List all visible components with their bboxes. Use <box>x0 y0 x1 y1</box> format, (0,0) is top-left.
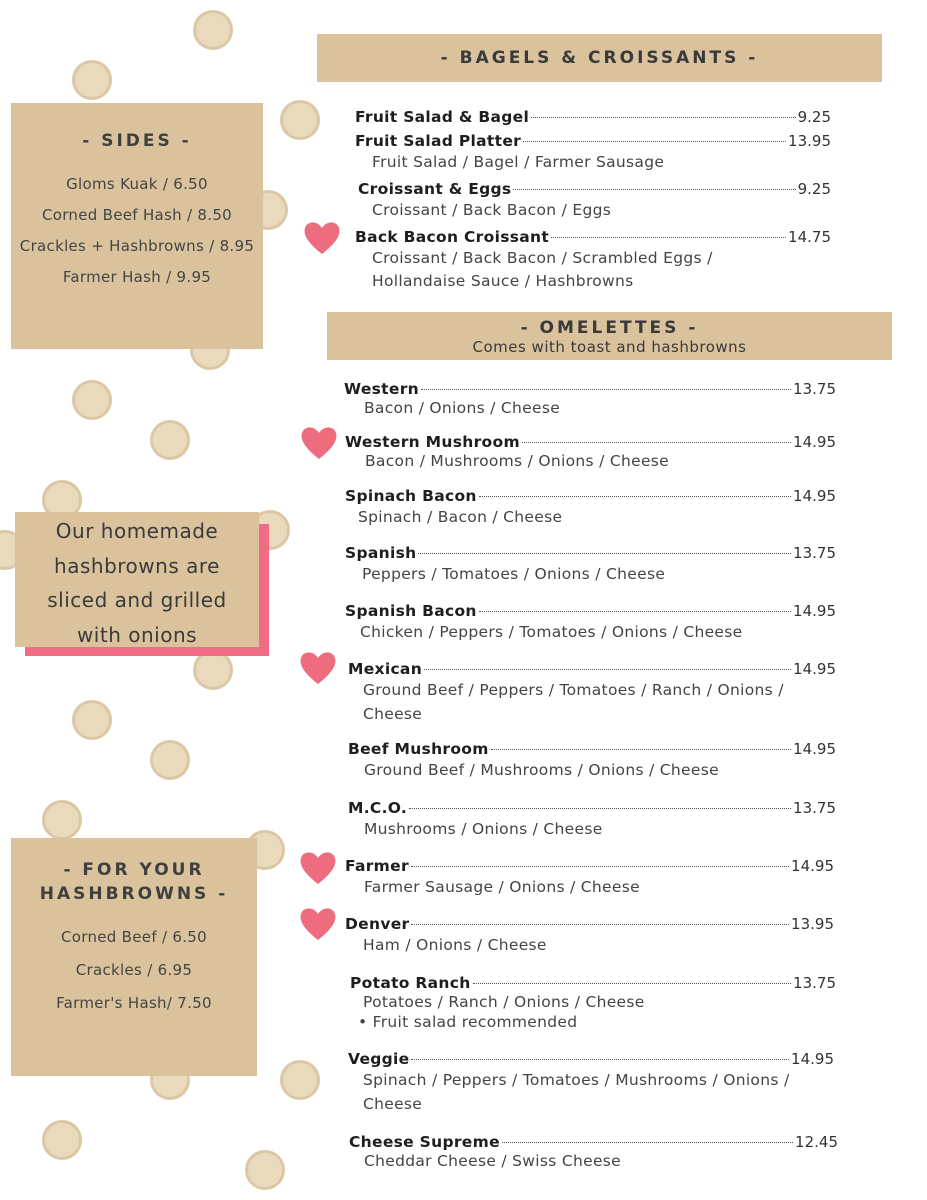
hashbrown-note <box>15 512 259 647</box>
menu-item <box>350 974 836 1032</box>
item-desc: Chicken / Peppers / Tomatoes / Onions / Cheese <box>360 623 743 641</box>
item-price: 9.25 <box>797 108 831 126</box>
leader-dots <box>491 749 791 750</box>
item-price: 9.25 <box>797 180 831 198</box>
item-name: Spanish Bacon <box>345 602 477 620</box>
item-price: 13.95 <box>788 132 831 150</box>
item-desc: Croissant / Back Bacon / Eggs <box>372 201 612 219</box>
item-desc: Bacon / Onions / Cheese <box>364 399 561 417</box>
menu-item <box>355 132 831 174</box>
menu-item <box>345 544 836 586</box>
addon-item: Farmer's Hash/ 7.50 <box>56 994 212 1012</box>
item-name: Denver <box>345 915 410 933</box>
item-name: Croissant & Eggs <box>358 180 512 198</box>
note-line: sliced and grilled <box>47 588 227 612</box>
item-name: Fruit Salad Platter <box>355 132 522 150</box>
circle-doodle <box>42 1120 82 1160</box>
item-price: 13.95 <box>791 915 834 933</box>
item-name: Back Bacon Croissant <box>355 228 550 246</box>
item-desc: Farmer Sausage / Onions / Cheese <box>364 878 640 896</box>
hashbrown-addons-title-line: HASHBROWNS - <box>39 884 229 904</box>
item-desc: Spinach / Peppers / Tomatoes / Mushrooms / Onions / <box>363 1071 790 1089</box>
item-name: M.C.O. <box>348 799 408 817</box>
item-price: 14.95 <box>793 660 836 678</box>
circle-doodle <box>72 700 112 740</box>
circle-doodle <box>72 60 112 100</box>
heart-icon <box>302 218 342 256</box>
leader-dots <box>479 611 791 612</box>
menu-item <box>348 740 836 782</box>
item-name: Cheese Supreme <box>349 1133 500 1151</box>
menu-item <box>349 1133 838 1171</box>
item-price: 14.95 <box>793 433 836 451</box>
item-desc: Ham / Onions / Cheese <box>363 936 547 954</box>
heart-icon <box>299 423 339 461</box>
bagels-header <box>317 34 882 82</box>
leader-dots <box>531 117 796 118</box>
note-line: Our homemade <box>55 519 219 543</box>
item-desc: Spinach / Bacon / Cheese <box>358 508 563 526</box>
leader-dots <box>411 1059 789 1060</box>
side-item: Corned Beef Hash / 8.50 <box>41 206 233 224</box>
menu-item <box>344 380 836 418</box>
item-name: Mexican <box>348 660 423 678</box>
note-line: with onions <box>76 622 198 647</box>
leader-dots <box>418 553 791 554</box>
circle-doodle <box>72 380 112 420</box>
item-desc: Fruit Salad / Bagel / Farmer Sausage <box>372 153 665 171</box>
item-desc: Croissant / Back Bacon / Scrambled Eggs / <box>372 249 713 267</box>
heart-icon <box>298 848 338 886</box>
circle-doodle <box>150 420 190 460</box>
item-desc: Potatoes / Ranch / Onions / Cheese <box>363 993 645 1011</box>
item-price: 14.95 <box>791 1050 834 1068</box>
item-desc: Ground Beef / Peppers / Tomatoes / Ranch / Onions / <box>363 681 784 699</box>
item-desc: Cheese <box>363 705 423 723</box>
hashbrown-addons-title-line: - FOR YOUR <box>63 860 205 880</box>
item-note: • Fruit salad recommended <box>358 1013 578 1031</box>
item-price: 14.95 <box>793 602 836 620</box>
addon-item: Crackles / 6.95 <box>75 961 193 979</box>
menu-item <box>345 487 836 529</box>
menu-item <box>355 108 831 126</box>
circle-doodle <box>245 1150 285 1190</box>
sides-box <box>11 103 263 349</box>
leader-dots <box>409 808 791 809</box>
leader-dots <box>522 442 791 443</box>
leader-dots <box>502 1142 793 1143</box>
addon-item: Corned Beef / 6.50 <box>61 928 207 946</box>
side-item: Gloms Kuak / 6.50 <box>66 175 208 193</box>
leader-dots <box>551 237 786 238</box>
hashbrown-addons-box <box>11 838 257 1076</box>
menu-item <box>355 228 831 293</box>
omelettes-title: - OMELETTES - <box>520 318 699 338</box>
leader-dots <box>513 189 795 190</box>
heart-icon <box>298 648 338 686</box>
item-price: 14.75 <box>788 228 831 246</box>
leader-dots <box>411 866 789 867</box>
item-desc: Mushrooms / Onions / Cheese <box>364 820 603 838</box>
omelettes-subtitle: Comes with toast and hashbrowns <box>472 338 747 356</box>
circle-doodle <box>193 10 233 50</box>
item-price: 13.75 <box>793 544 836 562</box>
leader-dots <box>411 924 789 925</box>
circle-doodle <box>150 740 190 780</box>
circle-doodle <box>280 100 320 140</box>
menu-item <box>345 857 834 899</box>
sides-title: - SIDES - <box>82 131 192 151</box>
menu-item <box>348 799 836 841</box>
side-item: Crackles + Hashbrowns / 8.95 <box>19 237 255 255</box>
hashbrown-addons-title <box>11 858 257 906</box>
side-item: Farmer Hash / 9.95 <box>62 268 212 286</box>
item-desc: Cheese <box>363 1095 423 1113</box>
note-line: hashbrowns are <box>54 553 220 578</box>
item-desc: Peppers / Tomatoes / Onions / Cheese <box>362 565 666 583</box>
item-desc: Hollandaise Sauce / Hashbrowns <box>372 272 634 290</box>
leader-dots <box>424 669 791 670</box>
item-price: 12.45 <box>795 1133 838 1151</box>
leader-dots <box>479 496 791 497</box>
menu-item <box>348 660 836 726</box>
omelettes-header <box>327 312 892 360</box>
circle-doodle <box>193 650 233 690</box>
bagels-title: - BAGELS & CROISSANTS - <box>440 48 759 68</box>
menu-item <box>358 180 831 222</box>
item-name: Western Mushroom <box>345 433 520 451</box>
item-desc: Bacon / Mushrooms / Onions / Cheese <box>365 452 670 470</box>
item-desc: Cheddar Cheese / Swiss Cheese <box>364 1152 621 1170</box>
item-name: Spanish <box>345 544 417 562</box>
item-name: Spinach Bacon <box>345 487 477 505</box>
item-price: 13.75 <box>793 380 836 398</box>
item-desc: Ground Beef / Mushrooms / Onions / Cheese <box>364 761 719 779</box>
menu-item <box>345 602 836 644</box>
leader-dots <box>421 389 791 390</box>
item-price: 13.75 <box>793 974 836 992</box>
item-name: Beef Mushroom <box>348 740 489 758</box>
item-price: 14.95 <box>793 740 836 758</box>
menu-item <box>345 915 834 957</box>
leader-dots <box>473 983 791 984</box>
item-price: 13.75 <box>793 799 836 817</box>
item-name: Fruit Salad & Bagel <box>355 108 530 126</box>
item-name: Veggie <box>348 1050 410 1068</box>
circle-doodle <box>280 1060 320 1100</box>
menu-item <box>345 433 836 471</box>
circle-doodle <box>42 800 82 840</box>
item-price: 14.95 <box>793 487 836 505</box>
leader-dots <box>523 141 786 142</box>
item-name: Farmer <box>345 857 409 875</box>
item-name: Potato Ranch <box>350 974 471 992</box>
heart-icon <box>298 904 338 942</box>
item-name: Western <box>344 380 419 398</box>
item-price: 14.95 <box>791 857 834 875</box>
menu-item <box>348 1050 834 1116</box>
